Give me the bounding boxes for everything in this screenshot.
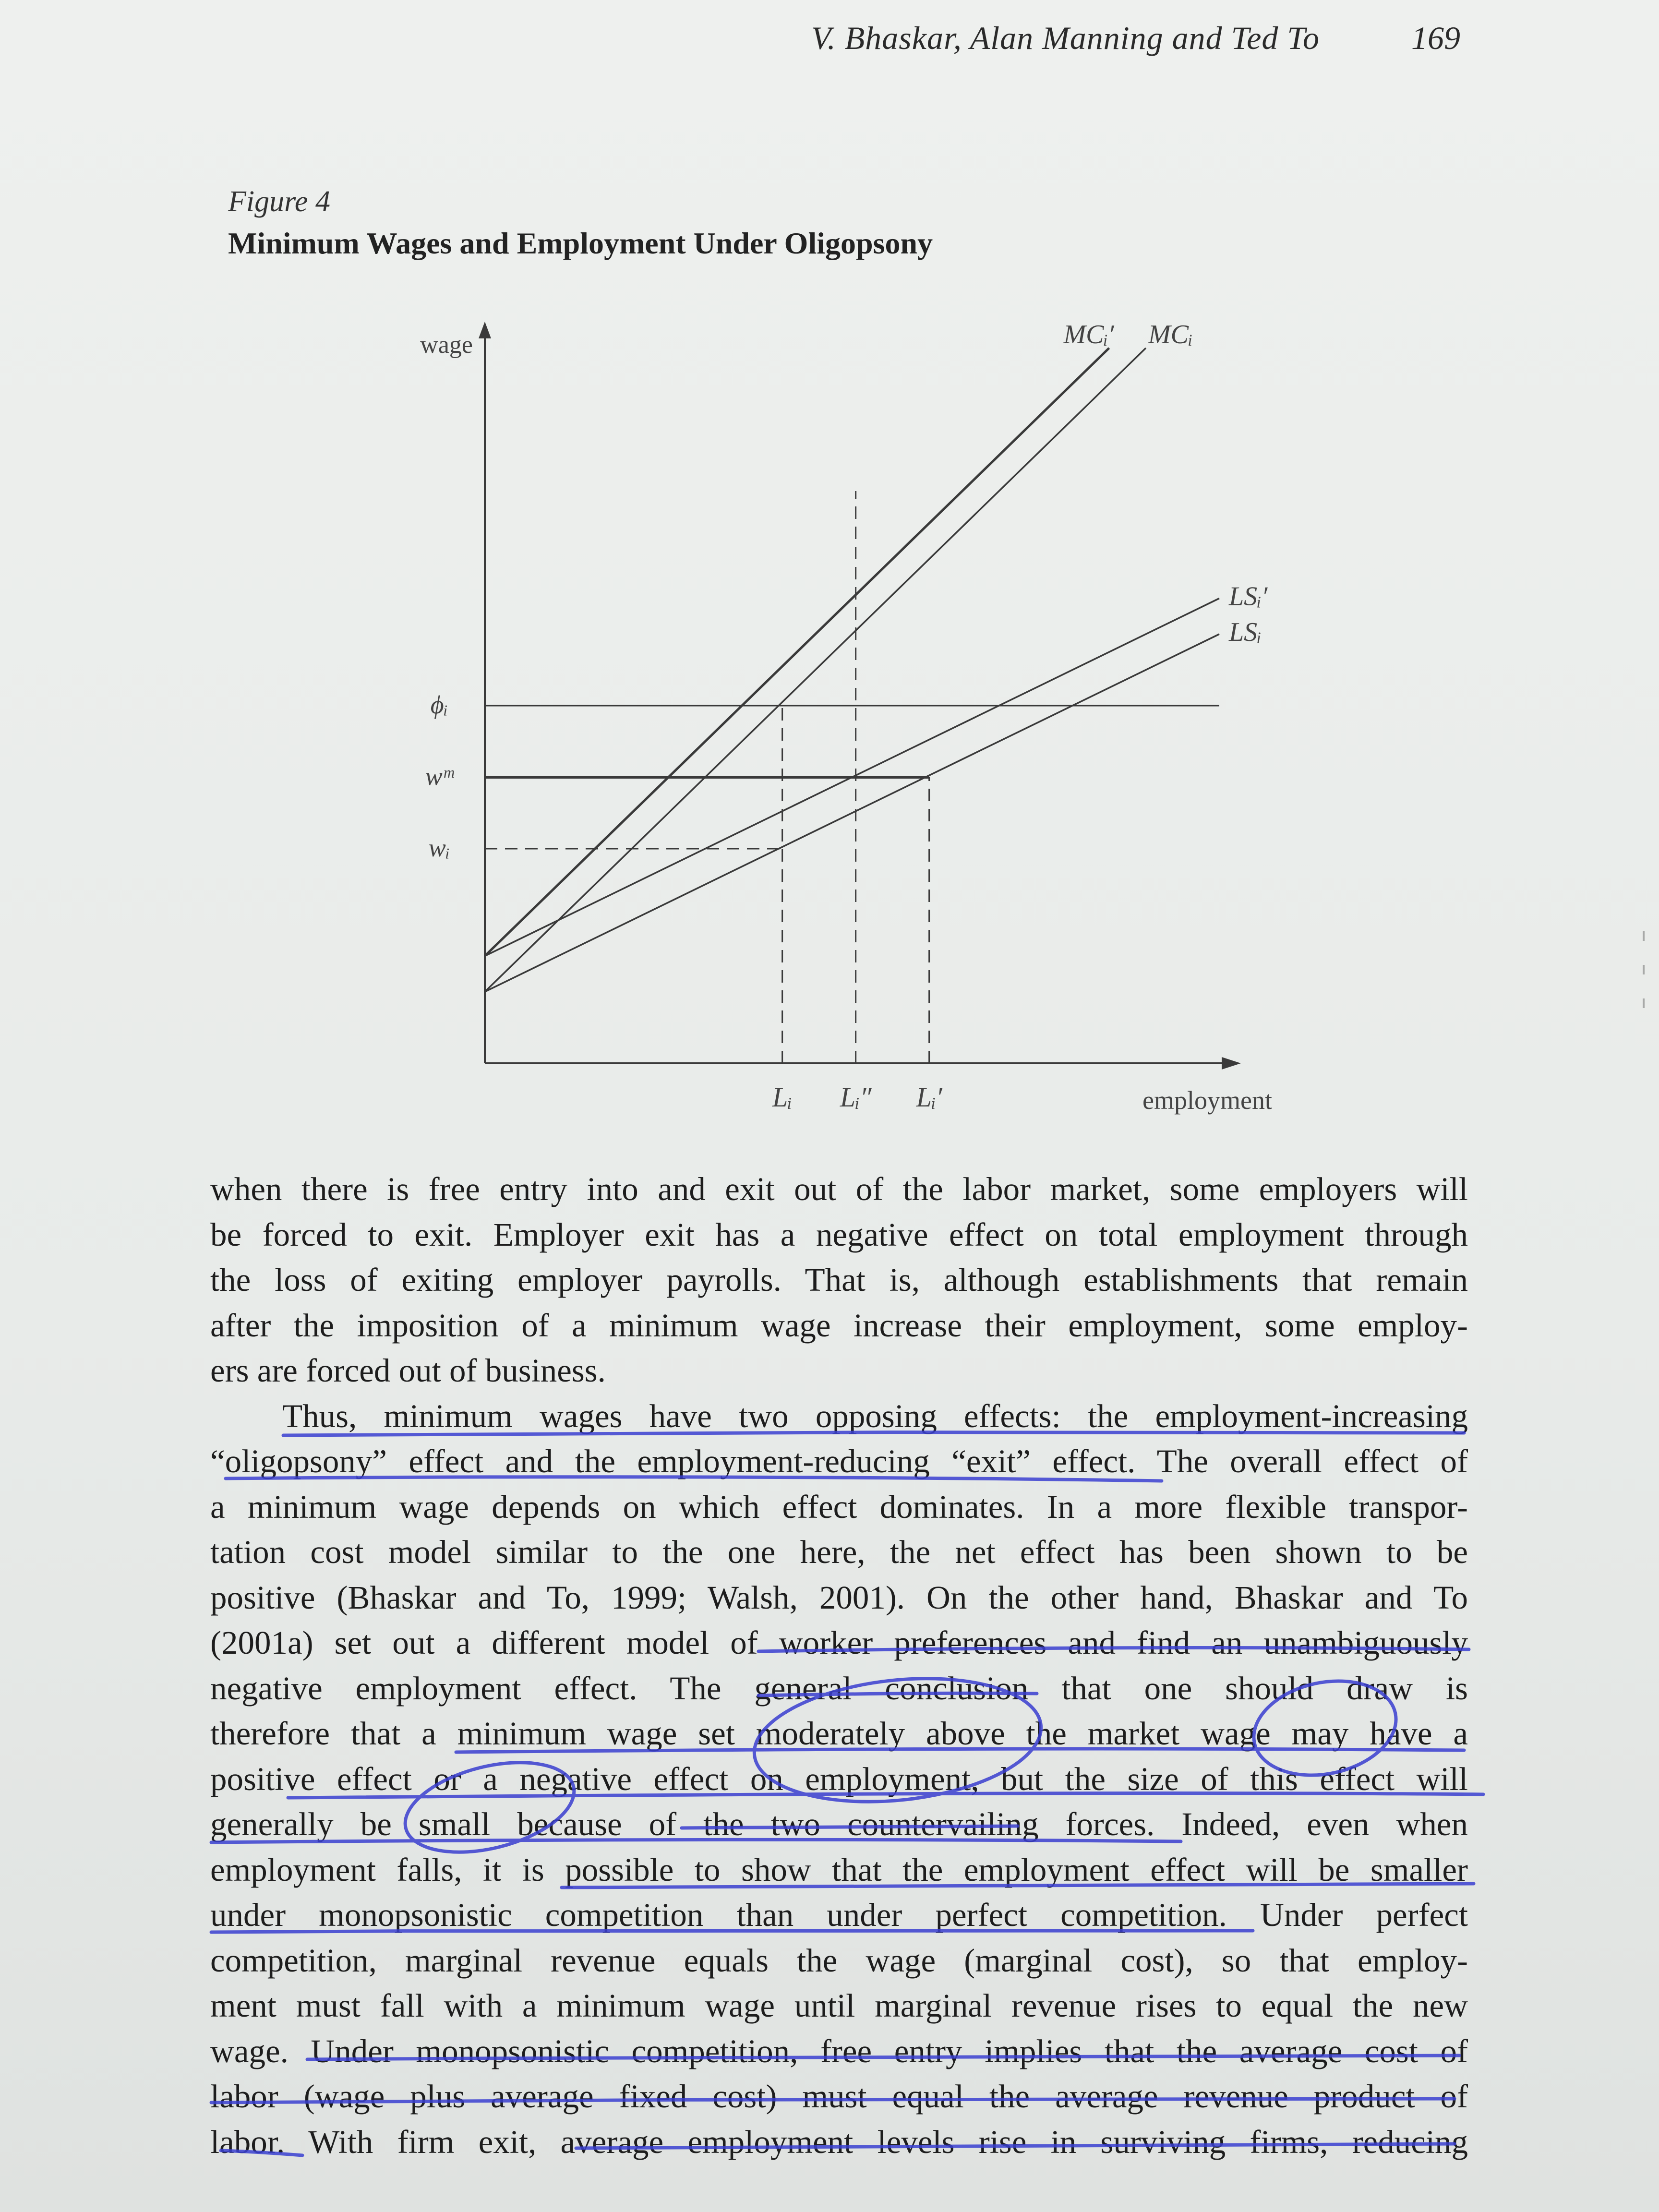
paragraph-1: [210, 1166, 1468, 1394]
text-line: positive (Bhaskar and To, 1999; Walsh, 2001). On the other hand, Bhaskar and To: [210, 1579, 1468, 1616]
edge-mark: [1643, 998, 1645, 1008]
series-label: LSᵢ′: [1229, 581, 1268, 612]
text-line: therefore that a minimum wage set moderately above the market wage may have a: [210, 1715, 1468, 1752]
y-axis-label: wage: [420, 331, 473, 359]
text-line: tation cost model similar to the one here, the net effect has been shown to be: [210, 1534, 1468, 1570]
x-tick-label: Lᵢ: [772, 1082, 793, 1113]
text-line: negative employment effect. The general conclusion that one should draw is: [210, 1670, 1468, 1707]
text-line: employment falls, it is possible to show that the employment effect will be smaller: [210, 1851, 1468, 1888]
edge-mark: [1643, 965, 1645, 974]
series-label: MCᵢ′: [1063, 320, 1114, 349]
running-head-authors: V. Bhaskar, Alan Manning and Ted To: [811, 20, 1320, 56]
text-line: ment must fall with a minimum wage until marginal revenue rises to equal the new: [210, 1987, 1468, 2024]
edge-mark: [1643, 931, 1645, 941]
x-tick-label: Lᵢ′: [916, 1082, 942, 1113]
figure-label: Figure 4: [228, 185, 330, 218]
text-line: be forced to exit. Employer exit has a negative effect on total employment through: [210, 1216, 1468, 1253]
page-number: 169: [1411, 20, 1460, 56]
text-line: (2001a) set out a different model of worker preferences and find an unambiguously: [210, 1624, 1468, 1661]
text-line: wage. Under monopsonistic competition, free entry implies that the average cost of: [210, 2032, 1468, 2069]
text-line: generally be small because of the two countervailing forces. Indeed, even when: [210, 1806, 1468, 1842]
text-line: Thus, minimum wages have two opposing effects: the employment-increasing: [282, 1397, 1468, 1434]
y-tick-label: wᵢ: [428, 833, 450, 862]
series-line: [485, 634, 1219, 992]
figure-title: Minimum Wages and Employment Under Oligopsony: [228, 226, 933, 260]
text-line: competition, marginal revenue equals the wage (marginal cost), so that employ-: [210, 1942, 1468, 1979]
text-line: ers are forced out of business.: [210, 1352, 606, 1389]
text-line: positive effect or a negative effect on employment, but the size of this effect will: [210, 1760, 1468, 1797]
series-label: LSᵢ: [1229, 617, 1262, 647]
text-line: after the imposition of a minimum wage increase their employment, some employ-: [210, 1307, 1468, 1344]
series-label: MCᵢ: [1148, 320, 1193, 349]
y-tick-label: ϕᵢ: [430, 690, 448, 719]
y-tick-label: wᵐ: [425, 762, 454, 791]
series-line: [485, 348, 1146, 992]
x-axis-label: employment: [1142, 1086, 1272, 1115]
text-line: the loss of exiting employer payrolls. That is, although establishments that remain: [210, 1262, 1468, 1298]
text-line: under monopsonistic competition than under perfect competition. Under perfect: [210, 1897, 1468, 1933]
text-line: “oligopsony” effect and the employment-reducing “exit” effect. The overall effect of: [210, 1443, 1468, 1479]
text-line: labor (wage plus average fixed cost) must equal the average revenue product of: [210, 2078, 1468, 2115]
text-line: labor. With firm exit, average employment levels rise in surviving firms, reducing: [210, 2123, 1468, 2160]
series-line: [485, 348, 1109, 956]
paragraph-2: [210, 1394, 1468, 2165]
y-axis-arrow: [479, 322, 491, 338]
text-line: a minimum wage depends on which effect dominates. In a more flexible transpor-: [210, 1488, 1468, 1525]
body-text: [210, 1166, 1468, 2164]
x-axis-arrow: [1222, 1057, 1241, 1070]
x-tick-label: Lᵢ″: [840, 1082, 872, 1113]
text-line: when there is free entry into and exit out of the labor market, some employers will: [210, 1171, 1468, 1207]
